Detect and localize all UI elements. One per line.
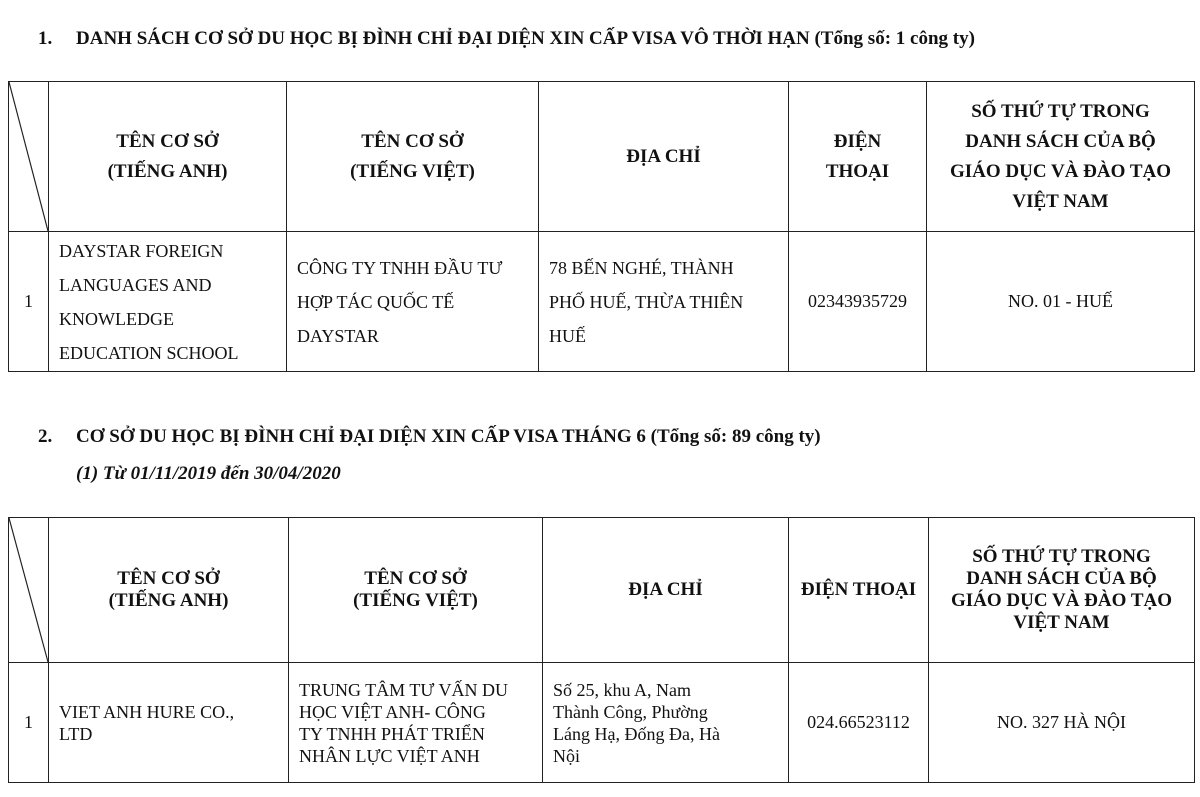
header-line: TÊN CƠ SỞ [364,568,467,589]
header-name-en [49,518,289,663]
cell-phone: 02343935729 [789,232,927,372]
header-line: THOẠI [825,160,890,182]
section-2-number: 2. [38,426,53,447]
diagonal-line [9,518,48,662]
diagonal-header-cell [9,82,49,232]
table-header-row [9,82,1195,232]
header-line: (TIẾNG VIỆT) [353,590,478,611]
header-line: TÊN CƠ SỞ [361,130,464,152]
cell-name-en [49,232,287,372]
cell-line: TRUNG TÂM TƯ VẤN DU [299,679,508,700]
header-line: SỐ THỨ TỰ TRONG [971,100,1150,122]
diagonal-line [9,82,48,231]
header-line: ĐIỆN [833,130,882,152]
table-indefinite-suspension [8,81,1195,372]
section-2-title: CƠ SỞ DU HỌC BỊ ĐÌNH CHỈ ĐẠI DIỆN XIN CẤP VISA THÁNG 6 (Tổng số: 89 công ty) [76,426,821,447]
cell-line: Thành Công, Phường [553,701,708,722]
cell-line: HỌC VIỆT ANH- CÔNG [299,701,486,722]
header-address [539,82,789,232]
header-name-en [49,82,287,232]
header-name-vi [289,518,543,663]
cell-line: Nội [553,745,580,766]
cell-order: NO. 01 - HUẾ [927,232,1195,372]
cell-phone: 024.66523112 [789,663,929,783]
header-line: GIÁO DỤC VÀ ĐÀO TẠO [950,160,1171,182]
cell-line: 78 BẾN NGHÉ, THÀNH [549,257,734,278]
cell-name-vi [287,232,539,372]
cell-line: DAYSTAR FOREIGN [59,240,224,261]
cell-line: HUẾ [549,325,586,346]
header-order [929,518,1195,663]
header-line: DANH SÁCH CỦA BỘ [965,130,1156,152]
header-line: SỐ THỨ TỰ TRONG [972,546,1151,567]
header-line: (TIẾNG ANH) [107,160,228,182]
header-phone [789,518,929,663]
cell-line: LANGUAGES AND [59,274,212,295]
header-address [543,518,789,663]
cell-address [539,232,789,372]
table-header-row [9,518,1195,663]
header-line: ĐỊA CHỈ [626,145,701,167]
table-row [9,232,1195,372]
header-order [927,82,1195,232]
section-2-subtitle: (1) Từ 01/11/2019 đến 30/04/2020 [76,463,341,484]
header-line: TÊN CƠ SỞ [117,568,220,589]
header-line: GIÁO DỤC VÀ ĐÀO TẠO [951,590,1172,611]
header-name-vi [287,82,539,232]
row-index: 1 [9,232,49,372]
cell-line: NHÂN LỰC VIỆT ANH [299,745,480,766]
cell-line: HỢP TÁC QUỐC TẾ [297,291,455,312]
header-line: (TIẾNG VIỆT) [350,160,475,182]
cell-line: PHỐ HUẾ, THỪA THIÊN [549,291,744,312]
table-june-suspension [8,517,1195,783]
table-row [9,663,1195,783]
section-1-title: DANH SÁCH CƠ SỞ DU HỌC BỊ ĐÌNH CHỈ ĐẠI DIỆN XIN CẤP VISA VÔ THỜI HẠN (Tổng số: 1 công ty) [76,28,975,49]
cell-line: KNOWLEDGE [59,308,174,329]
header-line: ĐIỆN THOẠI [800,579,917,600]
header-line: ĐỊA CHỈ [628,579,703,600]
cell-line: LTD [59,723,93,744]
row-index: 1 [9,663,49,783]
cell-line: CÔNG TY TNHH ĐẦU TƯ [297,257,503,278]
header-line: (TIẾNG ANH) [108,590,229,611]
header-line: DANH SÁCH CỦA BỘ [966,568,1157,589]
cell-address [543,663,789,783]
cell-line: EDUCATION SCHOOL [59,342,239,363]
section-1-number: 1. [38,28,53,49]
cell-order: NO. 327 HÀ NỘI [929,663,1195,783]
cell-line: Láng Hạ, Đống Đa, Hà [553,723,720,744]
header-line: TÊN CƠ SỞ [116,130,219,152]
cell-line: DAYSTAR [297,325,379,346]
section-2-heading [38,426,821,448]
header-line: VIỆT NAM [1013,612,1110,633]
header-line: VIỆT NAM [1012,190,1109,212]
cell-line: VIET ANH HURE CO., [59,701,235,722]
cell-name-vi [289,663,543,783]
diagonal-header-cell [9,518,49,663]
section-1-heading [38,28,975,50]
cell-name-en [49,663,289,783]
cell-line: TY TNHH PHÁT TRIỂN [299,723,485,744]
cell-line: Số 25, khu A, Nam [553,679,692,700]
header-phone [789,82,927,232]
